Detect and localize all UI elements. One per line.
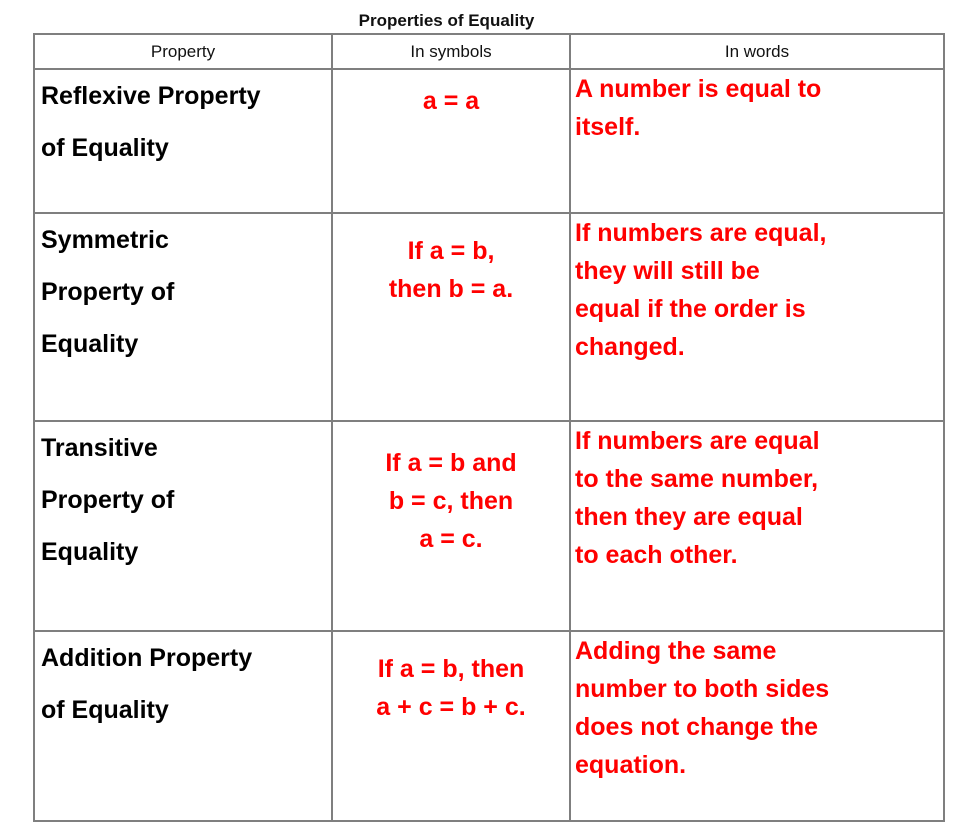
property-name-line: of Equality (41, 134, 169, 162)
property-name-line: Property of (41, 486, 175, 514)
words-line: itself. (575, 113, 641, 141)
header-property: Property (34, 34, 332, 69)
symbols-line: then b = a. (388, 275, 514, 303)
words-cell (570, 631, 944, 821)
words-cell (570, 421, 944, 631)
symbols-line: a + c = b + c. (376, 693, 526, 721)
words-line: to the same number, (575, 465, 819, 493)
symbols-cell (332, 69, 570, 213)
words-line: A number is equal to (575, 75, 822, 103)
property-name-line: Equality (41, 330, 139, 358)
table-row (34, 69, 944, 213)
property-name-line: Transitive (41, 434, 158, 462)
page-title: Properties of Equality (358, 11, 535, 30)
symbols-line: If a = b and (385, 449, 517, 477)
symbols-cell (332, 421, 570, 631)
symbols-line: b = c, then (388, 487, 514, 515)
property-name-cell (34, 213, 332, 421)
table-row (34, 213, 944, 421)
properties-table (33, 33, 945, 822)
property-name-line: Reflexive Property (41, 82, 261, 110)
words-line: they will still be (575, 257, 760, 285)
symbols-cell (332, 213, 570, 421)
words-line: does not change the (575, 713, 819, 741)
symbols-cell (332, 631, 570, 821)
header-row (34, 34, 944, 69)
property-name-line: Symmetric (41, 226, 169, 254)
symbols-line: If a = b, (407, 237, 495, 265)
words-line: If numbers are equal (575, 427, 820, 455)
words-line: Adding the same (575, 637, 777, 665)
words-line: equation. (575, 751, 687, 779)
symbols-line: a = c. (419, 525, 483, 553)
table-row (34, 421, 944, 631)
words-line: then they are equal (575, 503, 803, 531)
property-name-line: Equality (41, 538, 139, 566)
header-in-symbols: In symbols (332, 34, 570, 69)
words-cell (570, 213, 944, 421)
property-name-line: of Equality (41, 696, 169, 724)
table-row (34, 631, 944, 821)
property-name-line: Property of (41, 278, 175, 306)
symbols-line: If a = b, then (377, 655, 525, 683)
words-line: number to both sides (575, 675, 830, 703)
property-name-cell (34, 421, 332, 631)
words-line: If numbers are equal, (575, 219, 827, 247)
property-name-line: Addition Property (41, 644, 253, 672)
words-line: changed. (575, 333, 685, 361)
symbols-line: a = a (422, 87, 480, 115)
property-name-cell (34, 69, 332, 213)
words-line: to each other. (575, 541, 738, 569)
property-name-cell (34, 631, 332, 821)
words-cell (570, 69, 944, 213)
words-line: equal if the order is (575, 295, 806, 323)
header-in-words: In words (570, 34, 944, 69)
